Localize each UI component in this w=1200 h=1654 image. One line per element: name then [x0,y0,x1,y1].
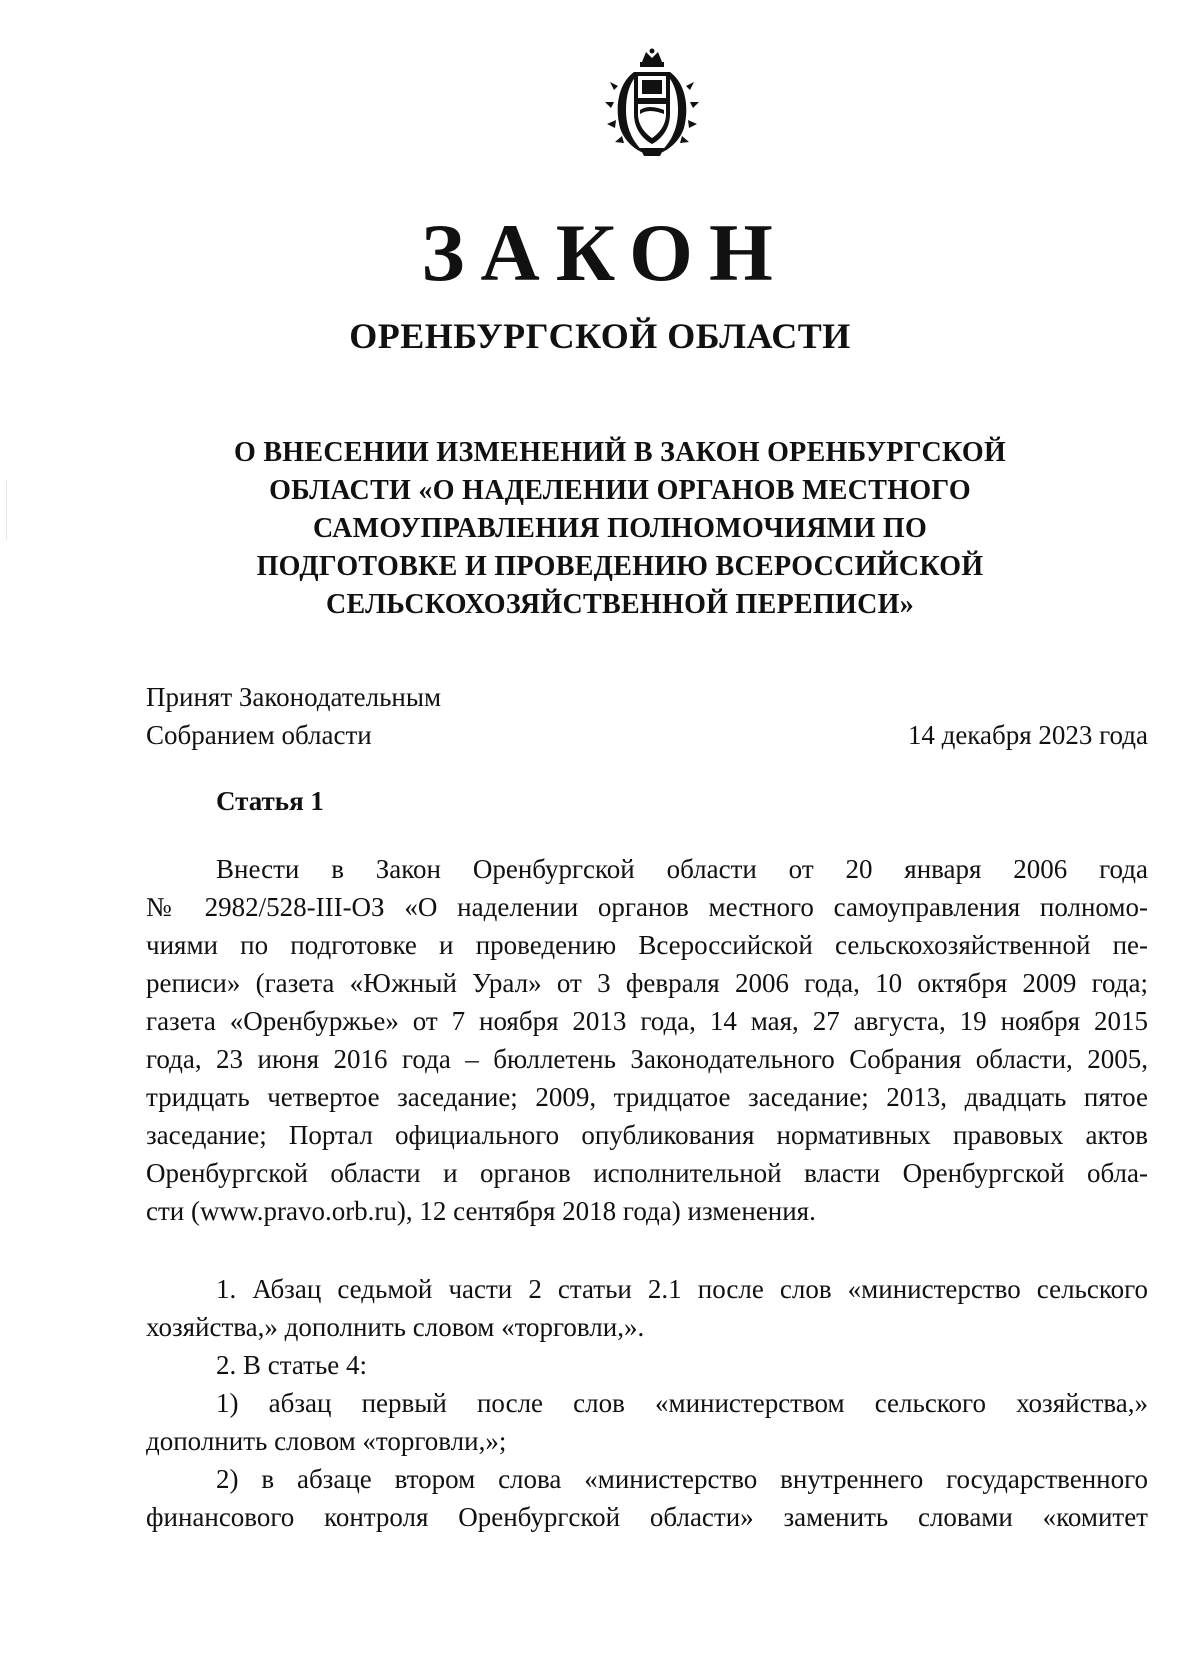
law-name-line: СЕЛЬСКОХОЗЯЙСТВЕННОЙ ПЕРЕПИСИ» [325,589,915,620]
document-subtitle: ОРЕНБУРГСКОЙ ОБЛАСТИ [349,316,851,356]
body-line: финансового контроля Оренбургской области» заменить словами «комитет [146,1502,1148,1532]
adoption-note [146,678,441,754]
adoption-date: 14 декабря 2023 года [907,720,1148,750]
law-name-line: ПОДГОТОВКЕ И ПРОВЕДЕНИЮ ВСЕРОССИЙСКОЙ [256,551,984,582]
adoption-line: Принят Законодательным [146,682,442,712]
document-title: ЗАКОН [421,207,789,298]
body-line: чиями по подготовке и проведению Всероссийской сельскохозяйственной пе- [146,930,1148,960]
body-line: 1. Абзац седьмой части 2 статьи 2.1 после слов «министерство сельского [216,1274,1148,1304]
body-line: № 2982/528-III-ОЗ «О наделении органов местного самоуправления полномо- [146,892,1148,922]
body-line: газета «Оренбуржье» от 7 ноября 2013 года, 14 мая, 27 августа, 19 ноября 2015 [146,1006,1148,1036]
body-line: года, 23 июня 2016 года – бюллетень Законодательного Собрания области, 2005, [146,1044,1148,1074]
body-line: тридцать четвертое заседание; 2009, тридцатое заседание; 2013, двадцать пятое [146,1082,1148,1112]
body-line: 2) в абзаце втором слова «министерство внутреннего государственного [216,1464,1148,1494]
law-name-line: О ВНЕСЕНИИ ИЗМЕНЕНИЙ В ЗАКОН ОРЕНБУРГСКОЙ [233,437,1007,468]
body-line: 2. В статье 4: [216,1350,368,1380]
body-line: дополнить словом «торговли,»; [146,1426,507,1456]
body-line: заседание; Портал официального опубликования нормативных правовых актов [146,1120,1148,1150]
body-line: реписи» (газета «Южный Урал» от 3 февраля 2006 года, 10 октября 2009 года; [146,968,1148,998]
article-heading: Статья 1 [216,786,324,816]
law-name [150,434,1090,624]
body-line: 1) абзац первый после слов «министерством сельского хозяйства,» [216,1388,1148,1418]
scan-edge-mark [6,480,7,540]
adoption-line: Собранием области [146,720,372,750]
body-line: хозяйства,» дополнить словом «торговли,». [146,1312,645,1342]
coat-of-arms-icon [604,48,700,160]
law-name-line: САМОУПРАВЛЕНИЯ ПОЛНОМОЧИЯМИ ПО [312,513,928,544]
body-line: Оренбургской области и органов исполнительной власти Оренбургской обла- [146,1158,1148,1188]
body-line: сти (www.pravo.orb.ru), 12 сентября 2018 года) изменения. [146,1196,816,1226]
law-name-line: ОБЛАСТИ «О НАДЕЛЕНИИ ОРГАНОВ МЕСТНОГО [269,475,971,506]
body-line: Внести в Закон Оренбургской области от 20 января 2006 года [216,854,1148,884]
